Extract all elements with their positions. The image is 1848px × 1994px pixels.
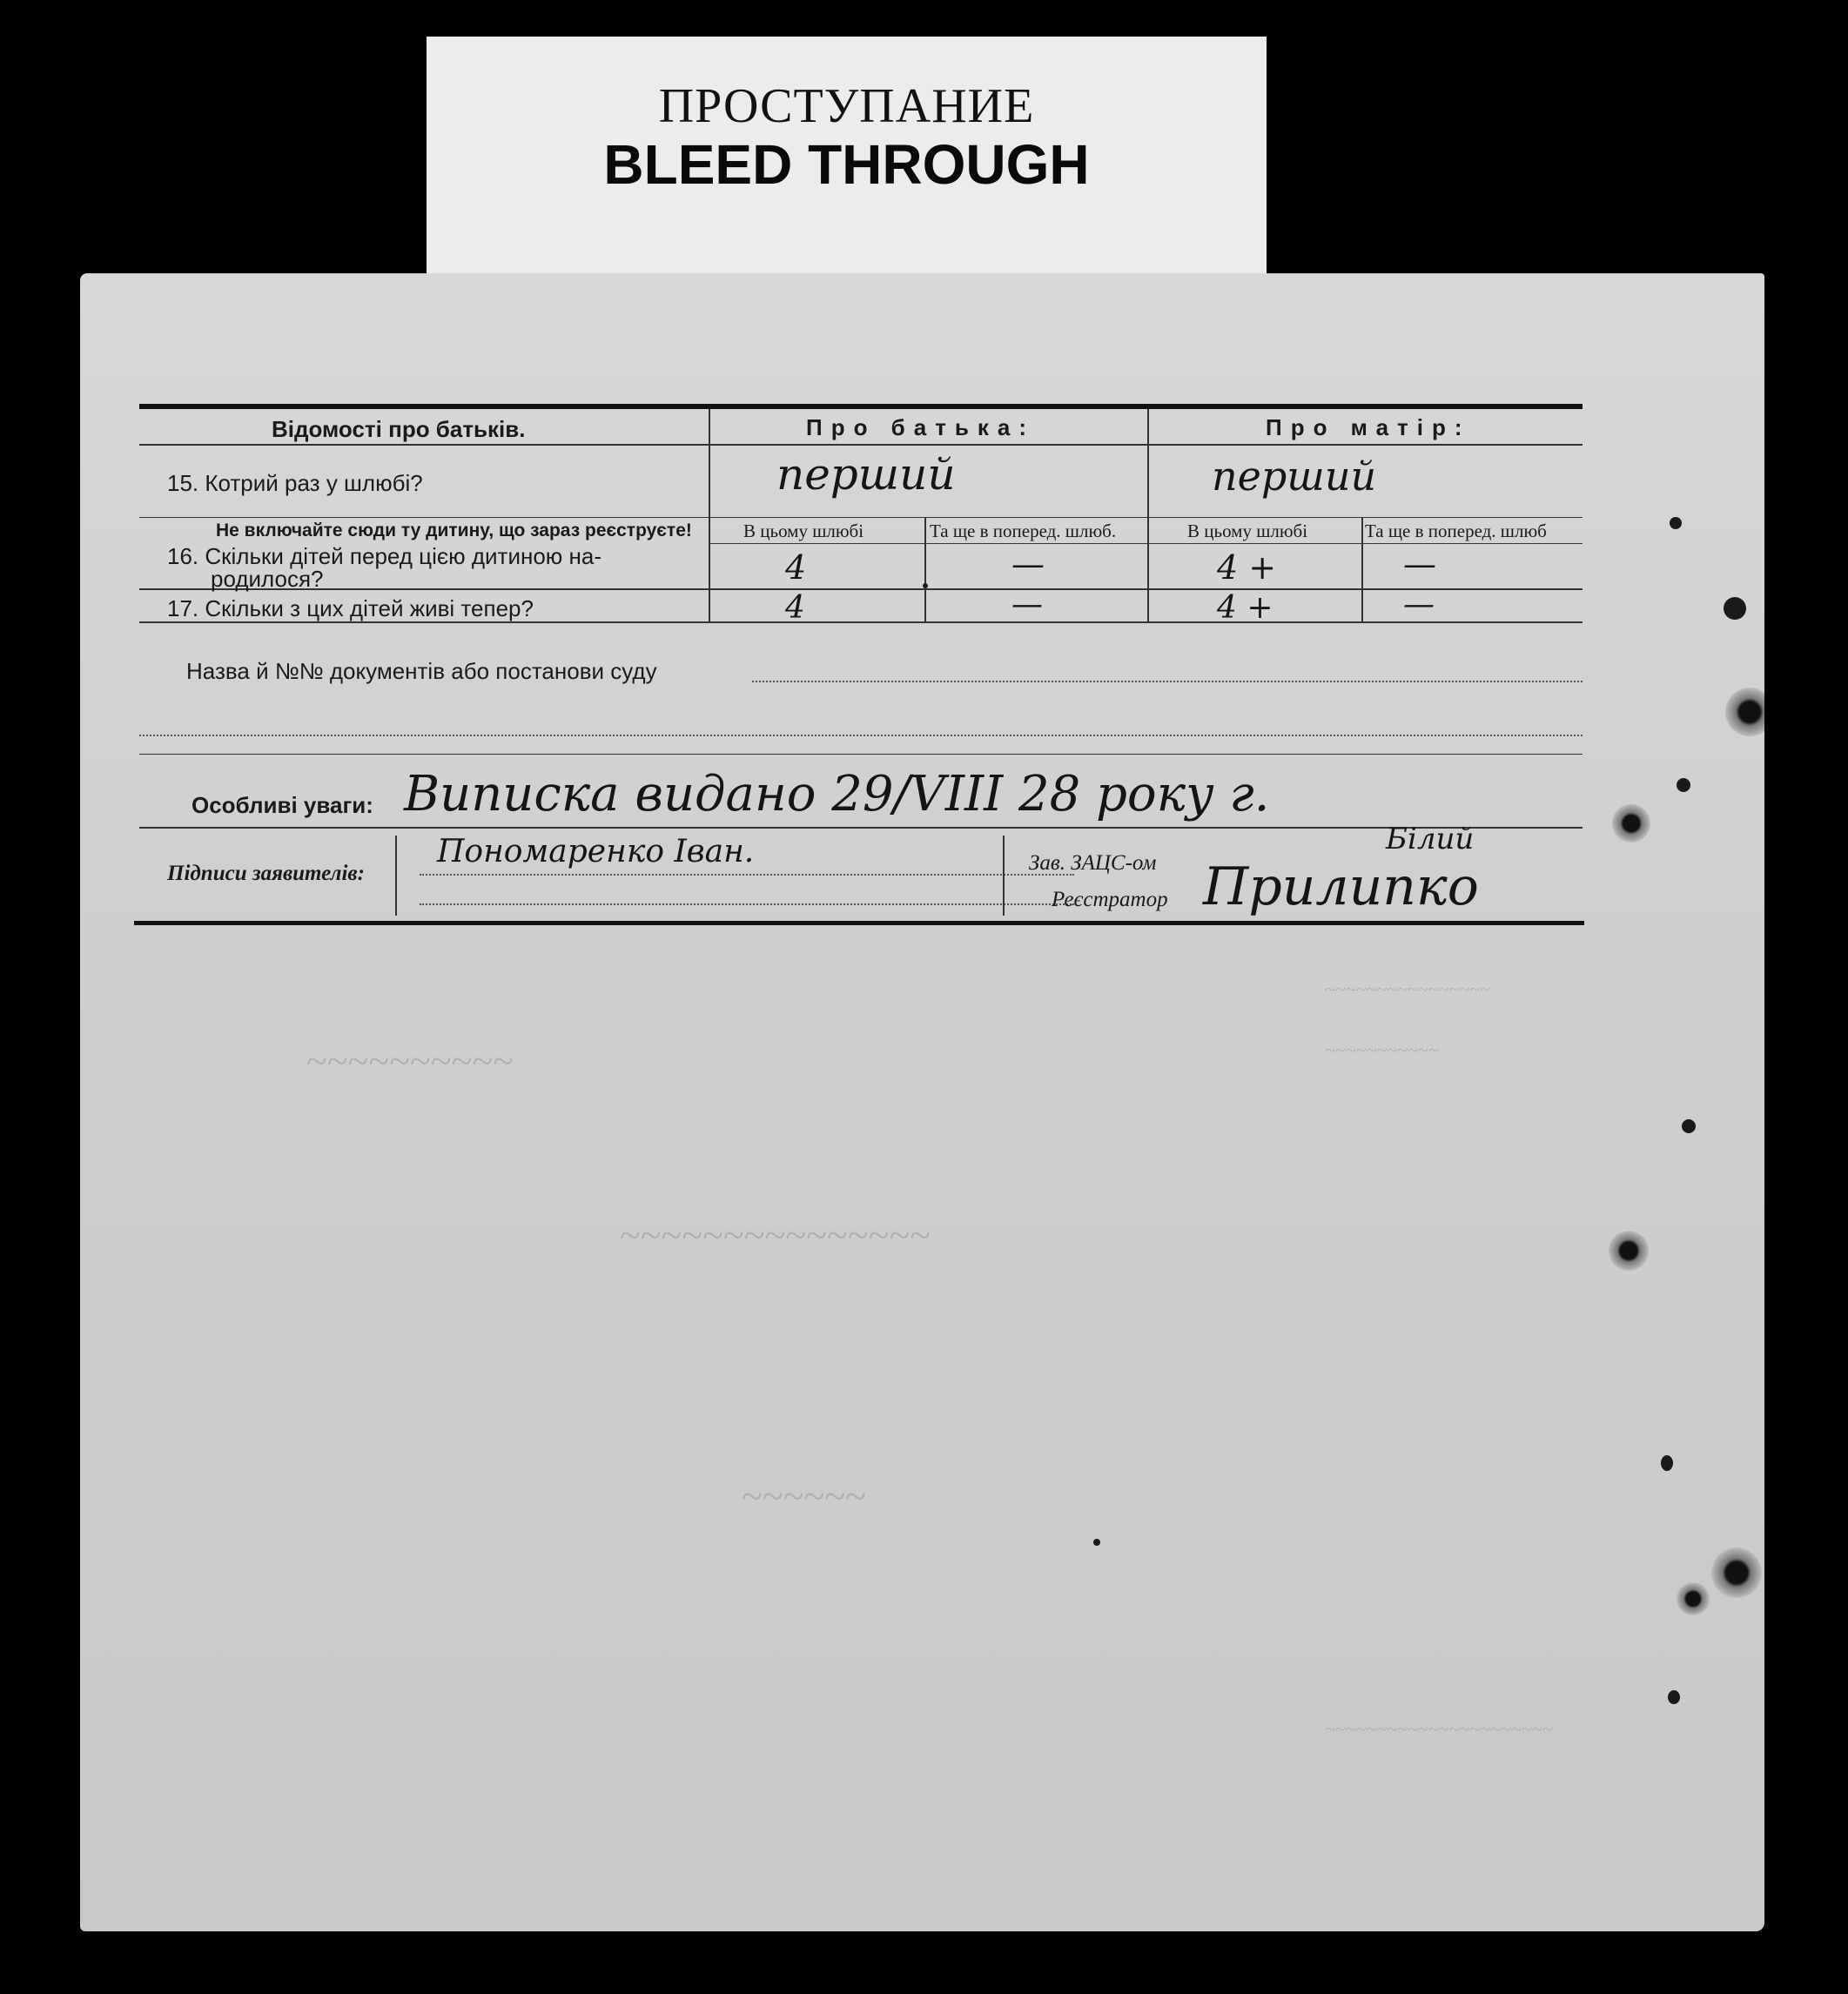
punch-hole [1612,804,1650,843]
bleed-through-text: ~~~~~~~~~~~~~~~ [620,1214,931,1257]
column-divider [924,517,926,621]
applicant-signature-line-2 [420,903,1074,905]
question-17-mother-prev: — [1403,587,1435,622]
question-16-label-line2: родилося? [211,566,324,592]
archive-label-card [427,37,1267,273]
punch-hole [1668,1690,1680,1704]
ink-spot [923,583,928,588]
bleed-through-text: ~~~~~~~~~~~~~~~~~~~~~~ [1325,1718,1553,1740]
bleed-through-text: ~~~~~~~~~~~ [1325,1039,1439,1061]
section-divider [139,827,1583,829]
question-16-father-prev: — [1011,545,1045,583]
subheader-father-previous-marriage: Та ще в попеpед. шлюб. [930,520,1117,541]
applicant-signature: Пономаренко Іван. [437,834,755,869]
signature-box-left-edge [395,836,397,916]
row-divider [709,543,1583,544]
bleed-through-text: ~~~~~~~~~~ [306,1040,514,1083]
subheader-father-this-marriage: В цьому шлюбі [743,520,864,541]
documents-field [752,681,1583,682]
table-bottom-rule [134,921,1584,925]
question-17-father-prev: — [1011,587,1043,622]
punch-hole [1725,688,1764,736]
question-16-mother-prev: — [1403,545,1436,583]
punch-hole [1711,1548,1762,1598]
archive-label-cyrillic: ПРОСТУПАНИЕ [658,79,1035,133]
head-of-registry-signature: Білий [1386,822,1475,856]
question-15-father-answer: перший [776,449,956,500]
column-divider [1361,517,1363,621]
bleed-through-text: ~~~~~~~~~~~~~~~~ [1325,978,1491,1000]
subheader-mother-previous-marriage: Та ще в попеpед. шлюб [1365,520,1547,541]
table-top-rule [139,404,1583,409]
registrar-signature: Прилипко [1203,856,1479,917]
question-17-label: 17. Скільки з цих дітей живі тепер? [167,595,534,621]
row-divider [139,588,1583,590]
question-17-mother-this: 4 + [1217,590,1273,626]
question-17-father-this: 4 [785,590,805,626]
header-father: Про батька: [806,414,1036,440]
punch-hole [1677,778,1690,792]
applicant-signature-line-1 [420,874,1074,876]
registrar-label: Реєстратор [1052,888,1168,911]
documents-field-continued [139,735,1583,736]
remarks-value: Виписка видано 29/VIII 28 року г. [404,766,1270,822]
head-of-registry-label: Зав. ЗАЦС-ом [1029,851,1157,875]
header-mother: Про матір: [1266,414,1471,440]
question-15-mother-answer: перший [1212,453,1377,500]
exclude-child-note: Не включайте сюди ту дитину, що зараз реєструєте! [216,520,692,540]
header-parents-info: Відомості про батьків. [272,416,526,442]
bleed-through-text: ~~~~~~ [742,1475,866,1518]
ink-spot [1093,1539,1100,1546]
header-divider [139,444,1583,446]
punch-hole [1682,1119,1696,1133]
subheader-mother-this-marriage: В цьому шлюбі [1187,520,1308,541]
remarks-label: Особливі уваги: [192,792,373,818]
punch-hole [1661,1455,1673,1471]
question-15-label: 15. Котрий раз у шлюбі? [167,470,423,496]
question-16-label-line1: 16. Скільки дітей перед цією дитиною на- [167,543,601,569]
punch-hole [1724,597,1746,620]
question-16-mother-this: 4 + [1217,548,1277,587]
punch-hole [1677,1582,1710,1615]
documents-label: Назва й №№ документів або постанови суду [186,658,657,684]
signatures-label: Підписи заявителів: [167,862,365,885]
question-16-father-this: 4 [785,548,807,587]
punch-hole [1609,1231,1649,1271]
archive-label-latin: BLEED THROUGH [603,133,1090,196]
punch-hole [1670,517,1682,529]
row-divider [139,517,1583,518]
signature-box-divider [1003,836,1005,916]
document-sheet [80,273,1764,1931]
section-divider [139,754,1583,755]
